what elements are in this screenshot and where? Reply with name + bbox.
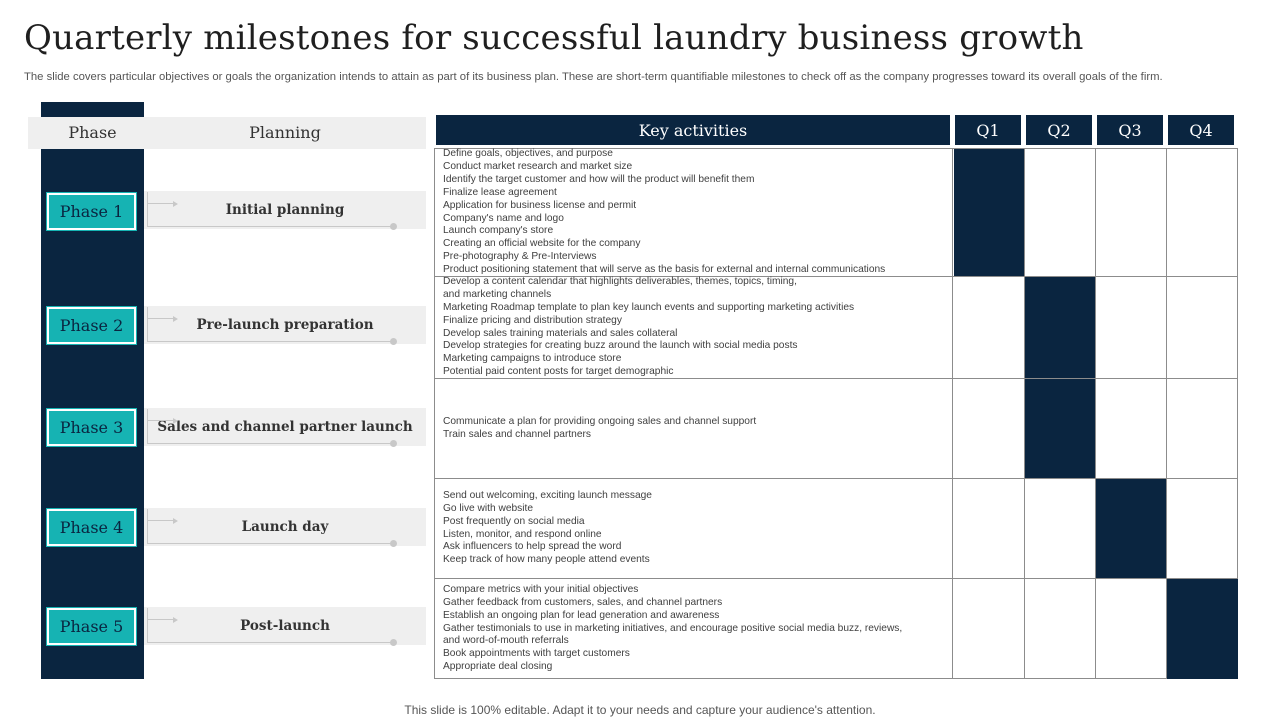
slide-title: Quarterly milestones for successful laundry business growth — [24, 18, 1084, 58]
phase-badge-1: Phase 1 — [47, 193, 136, 230]
activity-item: Finalize lease agreement — [443, 186, 557, 198]
table-row — [435, 379, 1237, 479]
planning-label: Launch day — [241, 519, 329, 535]
quarter-header-q4: Q4 — [1168, 115, 1234, 145]
activity-item: Communicate a plan for providing ongoing sales and channel support — [443, 415, 757, 427]
quarter-cell-q2 — [1025, 479, 1096, 578]
quarter-cell-q3 — [1096, 579, 1167, 679]
activity-item: Appropriate deal closing — [443, 661, 553, 673]
quarter-cell-q2-active — [1025, 277, 1096, 378]
activity-item: Product positioning statement that will serve as the basis for external and internal communications — [443, 264, 886, 276]
quarter-cell-q4 — [1167, 379, 1238, 478]
quarter-cell-q4 — [1167, 149, 1238, 276]
activity-item: Launch company's store — [443, 225, 554, 237]
activity-item: Potential paid content posts for target demographic — [443, 366, 674, 378]
quarter-header-q1: Q1 — [955, 115, 1021, 145]
activity-item: Marketing campaigns to introduce store — [443, 353, 622, 365]
activity-item: Compare metrics with your initial objectives — [443, 583, 639, 595]
quarter-cell-q3 — [1096, 277, 1167, 378]
activity-item: Ask influencers to help spread the word — [443, 541, 622, 553]
activity-item: and marketing channels — [443, 288, 552, 300]
activity-item: Establish an ongoing plan for lead generation and awareness — [443, 609, 720, 621]
connector-line — [147, 608, 393, 643]
activity-item: Creating an official website for the company — [443, 238, 641, 250]
activity-item: Keep track of how many people attend events — [443, 554, 650, 566]
footer-note: This slide is 100% editable. Adapt it to your needs and capture your audience's attention. — [404, 703, 876, 717]
activity-item: Identify the target customer and how will the product will benefit them — [443, 173, 755, 185]
connector-line — [147, 509, 393, 544]
activities-cell — [435, 379, 953, 478]
quarter-cell-q3-active — [1096, 479, 1167, 578]
phase-badge-4: Phase 4 — [47, 509, 136, 546]
table-row — [435, 479, 1237, 579]
slide-subtitle: The slide covers particular objectives or goals the organization intends to attain as part of its business plan. These are short-term quantifiable milestones to check off as the company progresses toward its overall goals of the firm. — [24, 71, 1163, 83]
activity-item: Application for business license and permit — [443, 199, 637, 211]
arrow-right-icon — [148, 520, 176, 521]
quarter-header-q2: Q2 — [1026, 115, 1092, 145]
activities-cell — [435, 277, 953, 378]
activity-item: Conduct market research and market size — [443, 160, 633, 172]
connector-line — [147, 409, 393, 444]
phase-column-bar — [41, 102, 144, 679]
dot-icon — [390, 223, 397, 230]
phase-badge-3: Phase 3 — [47, 409, 136, 446]
quarter-cell-q3 — [1096, 149, 1167, 276]
activity-item: Post frequently on social media — [443, 515, 585, 527]
quarter-cell-q2 — [1025, 149, 1096, 276]
quarter-cell-q2-active — [1025, 379, 1096, 478]
arrow-right-icon — [148, 203, 176, 204]
milestone-table — [434, 148, 1238, 679]
quarter-cell-q4 — [1167, 479, 1238, 578]
quarter-cell-q2 — [1025, 579, 1096, 679]
activity-item: Train sales and channel partners — [443, 428, 591, 440]
activity-item: Go live with website — [443, 502, 534, 514]
planning-label: Pre-launch preparation — [196, 317, 374, 333]
dot-icon — [390, 639, 397, 646]
dot-icon — [390, 540, 397, 547]
quarter-cell-q1-active — [954, 149, 1025, 276]
quarter-cell-q4 — [1167, 277, 1238, 378]
table-row — [435, 277, 1237, 379]
activity-item: Finalize pricing and distribution strategy — [443, 314, 622, 326]
quarter-cell-q1 — [954, 379, 1025, 478]
phase-badge-2: Phase 2 — [47, 307, 136, 344]
quarter-cell-q3 — [1096, 379, 1167, 478]
activity-item: Pre-photography & Pre-Interviews — [443, 251, 597, 263]
activity-item: and word-of-mouth referrals — [443, 635, 569, 647]
arrow-right-icon — [148, 420, 176, 421]
connector-line — [147, 307, 393, 342]
planning-label: Sales and channel partner launch — [157, 419, 413, 435]
activity-item: Develop strategies for creating buzz around the launch with social media posts — [443, 340, 798, 352]
activity-item: Send out welcoming, exciting launch message — [443, 489, 652, 501]
key-activities-header: Key activities — [436, 115, 950, 145]
activity-item: Marketing Roadmap template to plan key launch events and supporting marketing activities — [443, 301, 855, 313]
activities-cell — [435, 149, 953, 276]
quarter-cell-q4-active — [1167, 579, 1238, 679]
activity-item: Book appointments with target customers — [443, 648, 630, 660]
phase-column-header: Phase — [41, 117, 144, 149]
quarter-header-q3: Q3 — [1097, 115, 1163, 145]
activities-cell — [435, 579, 953, 679]
arrow-right-icon — [148, 318, 176, 319]
dot-icon — [390, 338, 397, 345]
planning-label: Post-launch — [240, 618, 330, 634]
phase-badge-5: Phase 5 — [47, 608, 136, 645]
planning-column-header: Planning — [249, 123, 321, 142]
quarter-cell-q1 — [954, 579, 1025, 679]
activities-cell — [435, 479, 953, 578]
activity-item: Define goals, objectives, and purpose — [443, 147, 613, 159]
quarter-cell-q1 — [954, 479, 1025, 578]
table-row — [435, 579, 1237, 679]
arrow-right-icon — [148, 619, 176, 620]
activity-item: Develop sales training materials and sales collateral — [443, 327, 678, 339]
connector-line — [147, 192, 393, 227]
quarter-cell-q1 — [954, 277, 1025, 378]
activity-item: Gather feedback from customers, sales, and channel partners — [443, 596, 723, 608]
activity-item: Develop a content calendar that highlights deliverables, themes, topics, timing, — [443, 275, 797, 287]
planning-label: Initial planning — [225, 202, 345, 218]
dot-icon — [390, 440, 397, 447]
activity-item: Listen, monitor, and respond online — [443, 528, 602, 540]
table-row — [435, 149, 1237, 277]
activity-item: Gather testimonials to use in marketing initiatives, and encourage positive social media buzz, reviews, — [443, 622, 903, 634]
activity-item: Company's name and logo — [443, 212, 564, 224]
